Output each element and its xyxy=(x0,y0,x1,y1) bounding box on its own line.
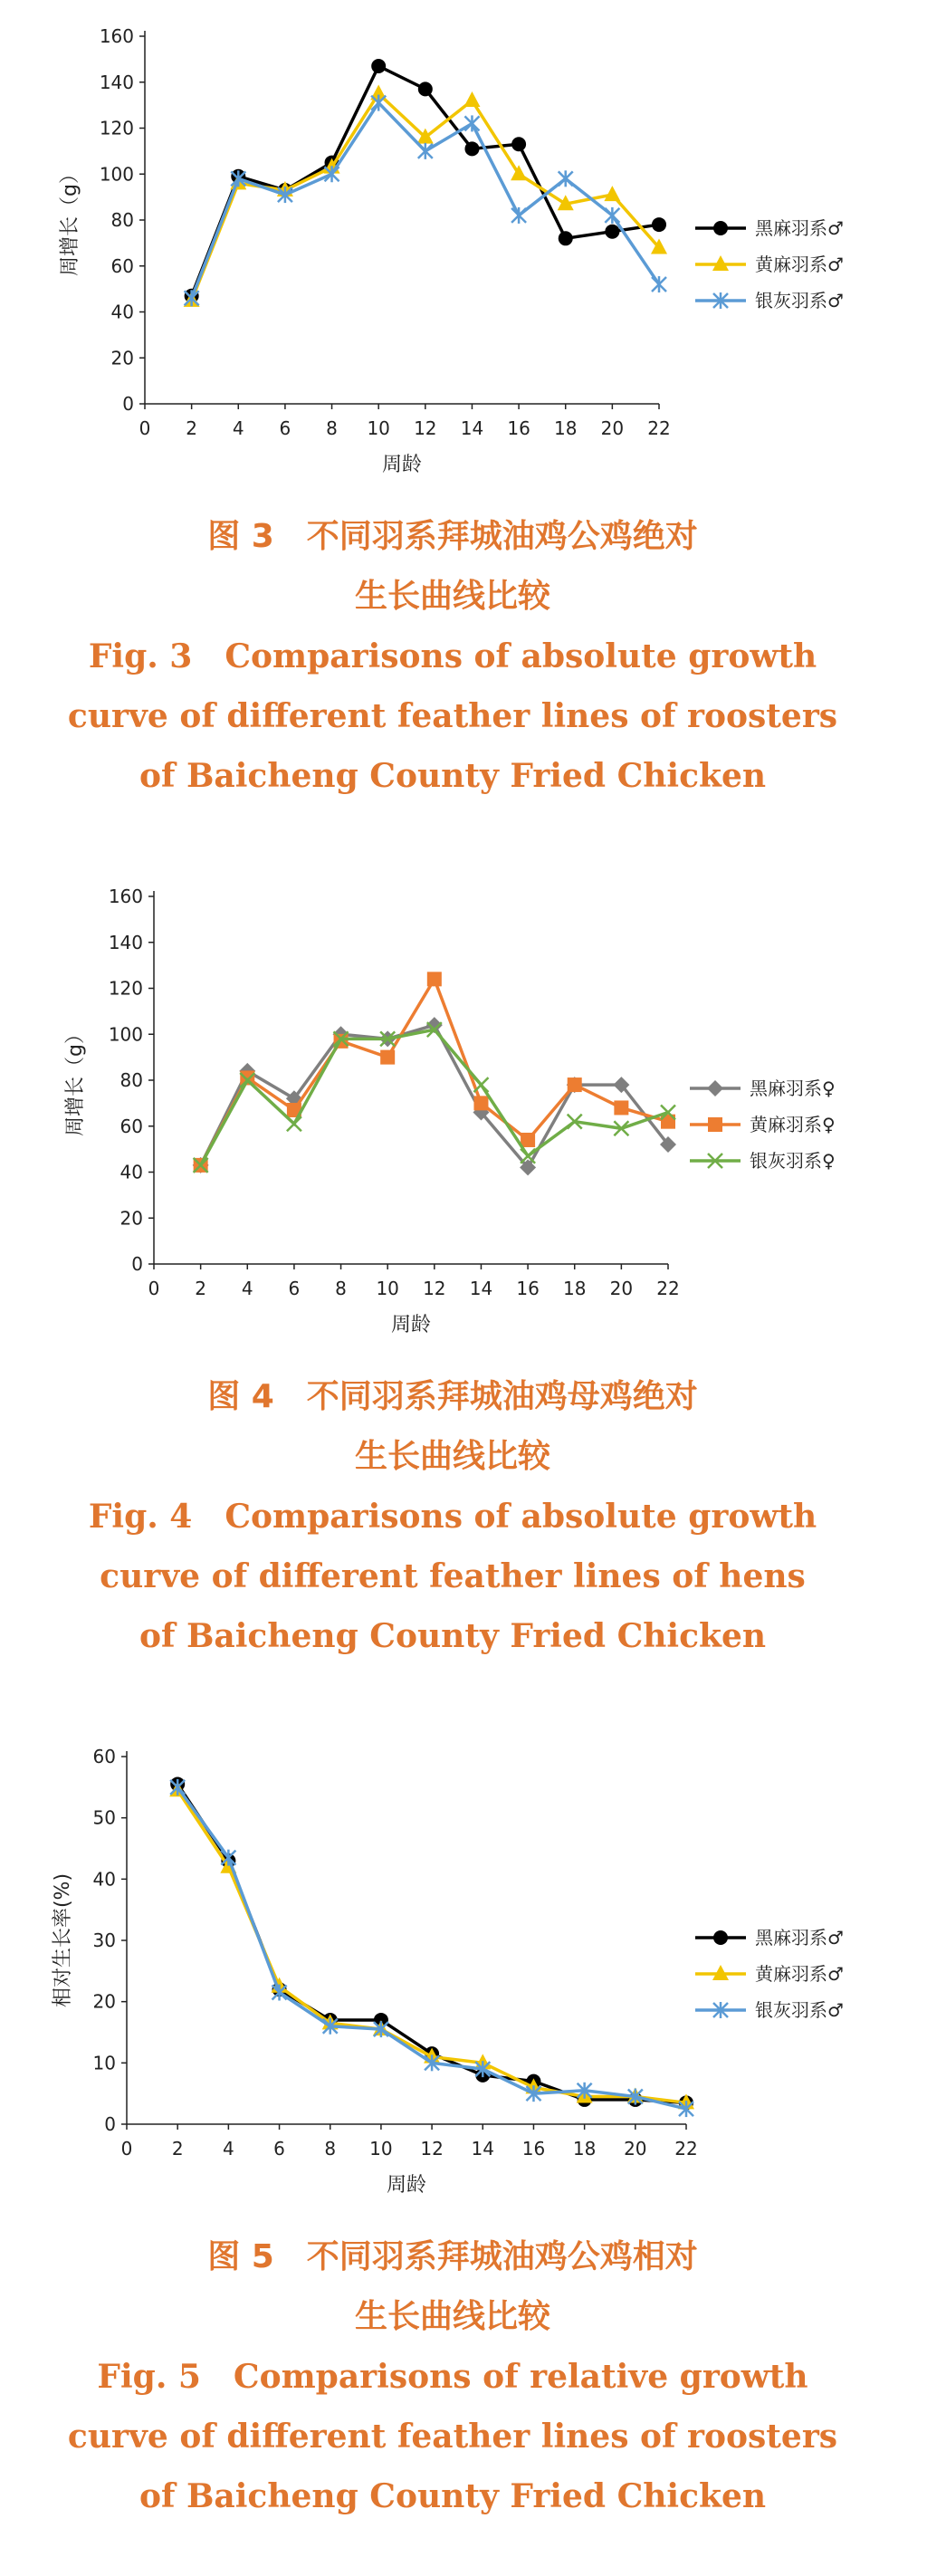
x-tick-label: 8 xyxy=(326,417,338,439)
y-tick-label: 20 xyxy=(110,347,134,369)
x-tick-label: 6 xyxy=(279,417,291,439)
legend-label: 黄麻羽系♂ xyxy=(755,254,844,275)
x-tick-label: 12 xyxy=(423,1278,446,1299)
legend-marker xyxy=(708,1117,722,1132)
data-point xyxy=(427,972,442,986)
y-tick-label: 40 xyxy=(92,1868,116,1891)
data-point xyxy=(464,141,479,156)
y-tick-label: 60 xyxy=(92,1746,116,1767)
x-tick-label: 14 xyxy=(469,1278,493,1299)
figure-3 xyxy=(0,0,927,815)
y-tick-label: 140 xyxy=(99,71,134,93)
caption-en-line1: Fig. 5 Comparisons of relative growth xyxy=(97,2358,808,2396)
data-point xyxy=(559,231,573,245)
x-tick-label: 18 xyxy=(572,2138,597,2159)
legend xyxy=(695,1927,844,2021)
x-axis-label: 周龄 xyxy=(381,454,423,476)
data-point xyxy=(614,1100,628,1115)
data-point xyxy=(418,81,433,96)
y-tick-label: 40 xyxy=(119,1161,143,1183)
y-tick-label: 60 xyxy=(119,1115,143,1137)
caption-en-line2: curve of different feather lines of roosters xyxy=(67,697,838,735)
x-tick-label: 20 xyxy=(609,1278,634,1299)
y-axis-label: 周增长（g） xyxy=(64,1024,87,1136)
y-tick-label: 80 xyxy=(110,209,134,231)
y-tick-label: 0 xyxy=(122,393,134,415)
data-point xyxy=(511,137,526,151)
legend-label: 黄麻羽系♂ xyxy=(755,1963,844,1985)
series-3 xyxy=(170,1779,693,2117)
legend-label: 银灰羽系♀ xyxy=(750,1150,836,1172)
x-tick-label: 10 xyxy=(367,417,390,439)
legend-label: 黑麻羽系♂ xyxy=(755,217,844,239)
data-point xyxy=(287,1116,301,1131)
x-tick-label: 10 xyxy=(369,2138,393,2159)
caption-en-line2: curve of different feather lines of hens xyxy=(100,1557,806,1595)
x-tick-label: 0 xyxy=(120,2138,133,2159)
series-2 xyxy=(194,972,675,1173)
y-tick-label: 140 xyxy=(108,931,143,953)
caption-en-line3: of Baicheng County Fried Chicken xyxy=(139,2477,767,2515)
y-tick-label: 30 xyxy=(92,1930,116,1951)
caption-zh-line1: 图 3 不同羽系拜城油鸡公鸡绝对 xyxy=(207,518,698,555)
caption-en-line3: of Baicheng County Fried Chicken xyxy=(139,1617,767,1655)
data-point xyxy=(464,91,480,107)
series-line xyxy=(201,979,668,1165)
y-tick-label: 80 xyxy=(119,1069,143,1091)
caption-fig4 xyxy=(0,1367,905,1666)
data-point xyxy=(371,59,386,73)
legend xyxy=(690,1077,836,1172)
y-tick-label: 160 xyxy=(108,886,143,907)
caption-zh-line1: 图 5 不同羽系拜城油鸡公鸡相对 xyxy=(207,2238,698,2275)
caption-en-line1: Fig. 4 Comparisons of absolute growth xyxy=(88,1498,817,1536)
x-axis-label: 周龄 xyxy=(390,1314,432,1336)
x-tick-label: 20 xyxy=(624,2138,647,2159)
caption-en-line2: curve of different feather lines of roosters xyxy=(67,2418,838,2456)
x-tick-label: 2 xyxy=(195,1278,207,1299)
data-point xyxy=(380,1050,395,1065)
data-point xyxy=(605,225,619,239)
x-tick-label: 16 xyxy=(516,1278,540,1299)
caption-zh-line2: 生长曲线比较 xyxy=(354,578,550,615)
data-point xyxy=(521,1133,535,1147)
y-tick-label: 100 xyxy=(99,163,134,186)
data-point xyxy=(464,115,479,131)
y-tick-label: 0 xyxy=(131,1253,143,1275)
y-tick-label: 120 xyxy=(108,977,143,1000)
data-point xyxy=(652,217,666,232)
y-axis-label: 周增长（g） xyxy=(59,164,81,276)
data-point xyxy=(473,1096,488,1110)
legend-label: 银灰羽系♂ xyxy=(755,1999,844,2021)
legend-marker xyxy=(713,221,728,235)
y-tick-label: 50 xyxy=(92,1806,116,1829)
caption-en-line3: of Baicheng County Fried Chicken xyxy=(139,757,767,795)
caption-fig3 xyxy=(0,507,905,806)
figure-5 xyxy=(0,1720,927,2571)
data-point xyxy=(604,186,620,201)
legend-label: 银灰羽系♂ xyxy=(755,290,844,311)
caption-zh-line1: 图 4 不同羽系拜城油鸡母鸡绝对 xyxy=(207,1378,698,1415)
x-tick-label: 18 xyxy=(554,417,578,439)
data-point xyxy=(511,207,526,224)
data-point xyxy=(559,170,573,187)
x-tick-label: 18 xyxy=(563,1278,587,1299)
x-tick-label: 2 xyxy=(171,2138,184,2159)
data-point xyxy=(325,166,339,182)
x-tick-label: 16 xyxy=(521,2138,546,2159)
legend-label: 黄麻羽系♀ xyxy=(750,1114,836,1135)
chart-fig4 xyxy=(0,860,927,1367)
x-tick-label: 22 xyxy=(656,1278,680,1299)
y-tick-label: 10 xyxy=(92,2052,116,2074)
y-tick-label: 60 xyxy=(110,254,134,277)
data-point xyxy=(418,143,433,159)
caption-fig5 xyxy=(0,2227,905,2526)
x-tick-label: 12 xyxy=(420,2138,444,2159)
caption-zh-line2: 生长曲线比较 xyxy=(354,1438,550,1475)
y-tick-label: 100 xyxy=(108,1023,143,1046)
series-3 xyxy=(185,95,666,307)
caption-en-line1: Fig. 3 Comparisons of absolute growth xyxy=(88,637,817,675)
x-tick-label: 4 xyxy=(222,2138,234,2159)
chart-fig3 xyxy=(0,0,927,507)
series-1 xyxy=(185,59,666,303)
legend xyxy=(695,217,844,311)
chart-fig5 xyxy=(0,1720,927,2227)
x-tick-label: 2 xyxy=(186,417,198,439)
y-tick-label: 120 xyxy=(99,117,134,139)
x-tick-label: 14 xyxy=(471,2138,494,2159)
legend-label: 黑麻羽系♂ xyxy=(755,1927,844,1949)
figure-4 xyxy=(0,860,927,1675)
x-tick-label: 10 xyxy=(376,1278,399,1299)
x-tick-label: 22 xyxy=(674,2138,698,2159)
x-tick-label: 6 xyxy=(288,1278,301,1299)
x-tick-label: 12 xyxy=(414,417,437,439)
series-2 xyxy=(184,84,667,306)
legend-marker xyxy=(707,1080,723,1096)
y-axis-label: 相对生长率(%) xyxy=(52,1872,74,2008)
x-tick-label: 6 xyxy=(273,2138,285,2159)
x-tick-label: 0 xyxy=(139,417,151,439)
legend-label: 黑麻羽系♀ xyxy=(750,1077,836,1099)
y-tick-label: 20 xyxy=(119,1207,143,1230)
x-tick-label: 8 xyxy=(324,2138,337,2159)
x-tick-label: 0 xyxy=(148,1278,160,1299)
x-tick-label: 14 xyxy=(460,417,484,439)
x-tick-label: 8 xyxy=(335,1278,347,1299)
data-point xyxy=(652,276,666,292)
x-axis-label: 周龄 xyxy=(386,2174,427,2197)
caption-zh-line2: 生长曲线比较 xyxy=(354,2298,550,2335)
x-tick-label: 22 xyxy=(647,417,671,439)
data-point xyxy=(605,207,619,224)
data-point xyxy=(568,1077,582,1092)
x-tick-label: 16 xyxy=(507,417,530,439)
y-tick-label: 20 xyxy=(92,1990,116,2013)
x-tick-label: 4 xyxy=(241,1278,253,1299)
x-tick-label: 4 xyxy=(232,417,244,439)
x-tick-label: 20 xyxy=(600,417,625,439)
y-tick-label: 40 xyxy=(110,301,134,323)
y-tick-label: 0 xyxy=(104,2113,116,2135)
data-point xyxy=(473,1077,488,1092)
legend-marker xyxy=(713,1930,728,1945)
series-line xyxy=(192,66,659,296)
y-tick-label: 160 xyxy=(99,25,134,47)
